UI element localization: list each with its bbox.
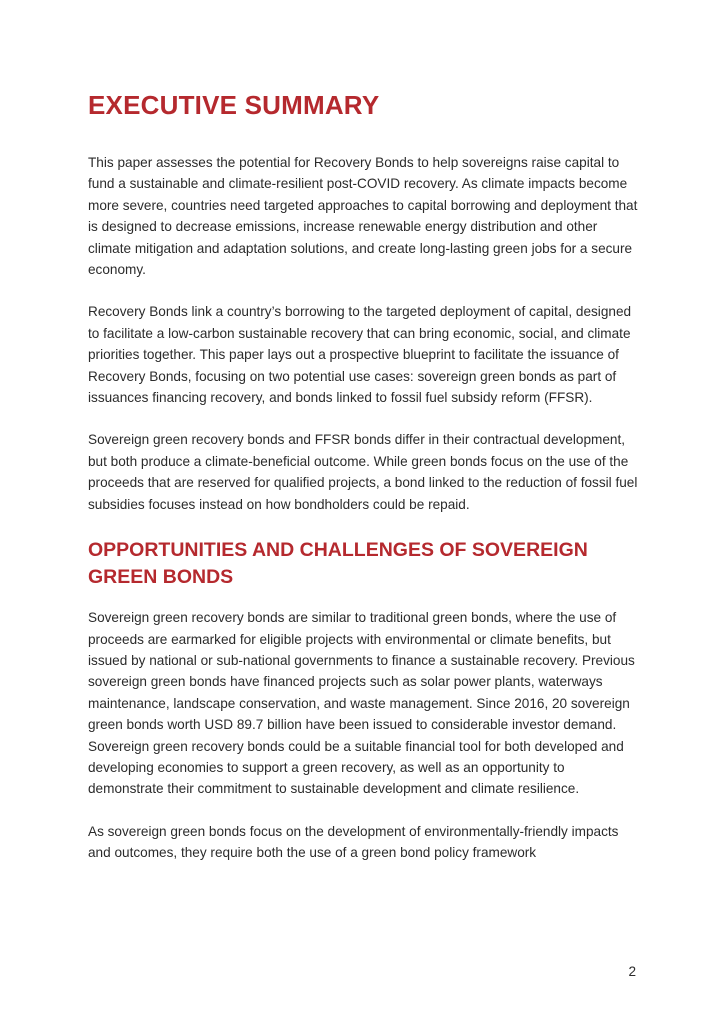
section-paragraph-2: As sovereign green bonds focus on the development of environmentally-friendly impacts and outcomes, they require both the use of a green bond policy framework: [88, 823, 619, 861]
document-page: [88, 88, 640, 885]
section-paragraph-1: Sovereign green recovery bonds are similar to traditional green bonds, where the use of proceeds are earmarked for eligible projects with environmental or climate benefits, but issued by national or sub-national governments to finance a sustainable recovery. Previous sovereign green bonds have financed projects such as solar power plants, waterways maintenance, landscape conservation, and waste management. Since 2016, 20 sovereign green bonds worth USD 89.7 billion have been issued to considerable investor demand. Sovereign green recovery bonds could be a suitable financial tool for both developed and developing economies to support a green recovery, as well as an opportunity to demonstrate their commitment to sustainable development and climate resilience.: [88, 610, 635, 797]
exec-paragraph-1: This paper assesses the potential for Recovery Bonds to help sovereigns raise capital to fund a sustainable and climate-resilient post-COVID recovery. As climate impacts become more severe, countries need targeted approaches to capital borrowing and deployment that is designed to decrease emissions, increase renewable energy distribution and other climate mitigation and adaptation solutions, and create long-lasting green jobs for a secure economy.: [88, 155, 638, 278]
executive-summary-heading: EXECUTIVE SUMMARY: [88, 90, 380, 120]
opportunities-heading: OPPORTUNITIES AND CHALLENGES OF SOVEREIGN GREEN BONDS: [88, 539, 588, 589]
page-number: 2: [628, 964, 636, 979]
exec-paragraph-3: Sovereign green recovery bonds and FFSR bonds differ in their contractual development, but both produce a climate-beneficial outcome. While green bonds focus on the use of the proceeds that are reserved for qualified projects, a bond linked to the reduction of fossil fuel subsidies focuses instead on how bondholders could be repaid.: [88, 432, 638, 512]
exec-paragraph-2: Recovery Bonds link a country’s borrowing to the targeted deployment of capital, designed to facilitate a low-carbon sustainable recovery that can bring economic, social, and climate priorities together. This paper lays out a prospective blueprint to facilitate the issuance of Recovery Bonds, focusing on two potential use cases: sovereign green bonds as part of issuances financing recovery, and bonds linked to fossil fuel subsidy reform (FFSR).: [88, 304, 632, 406]
